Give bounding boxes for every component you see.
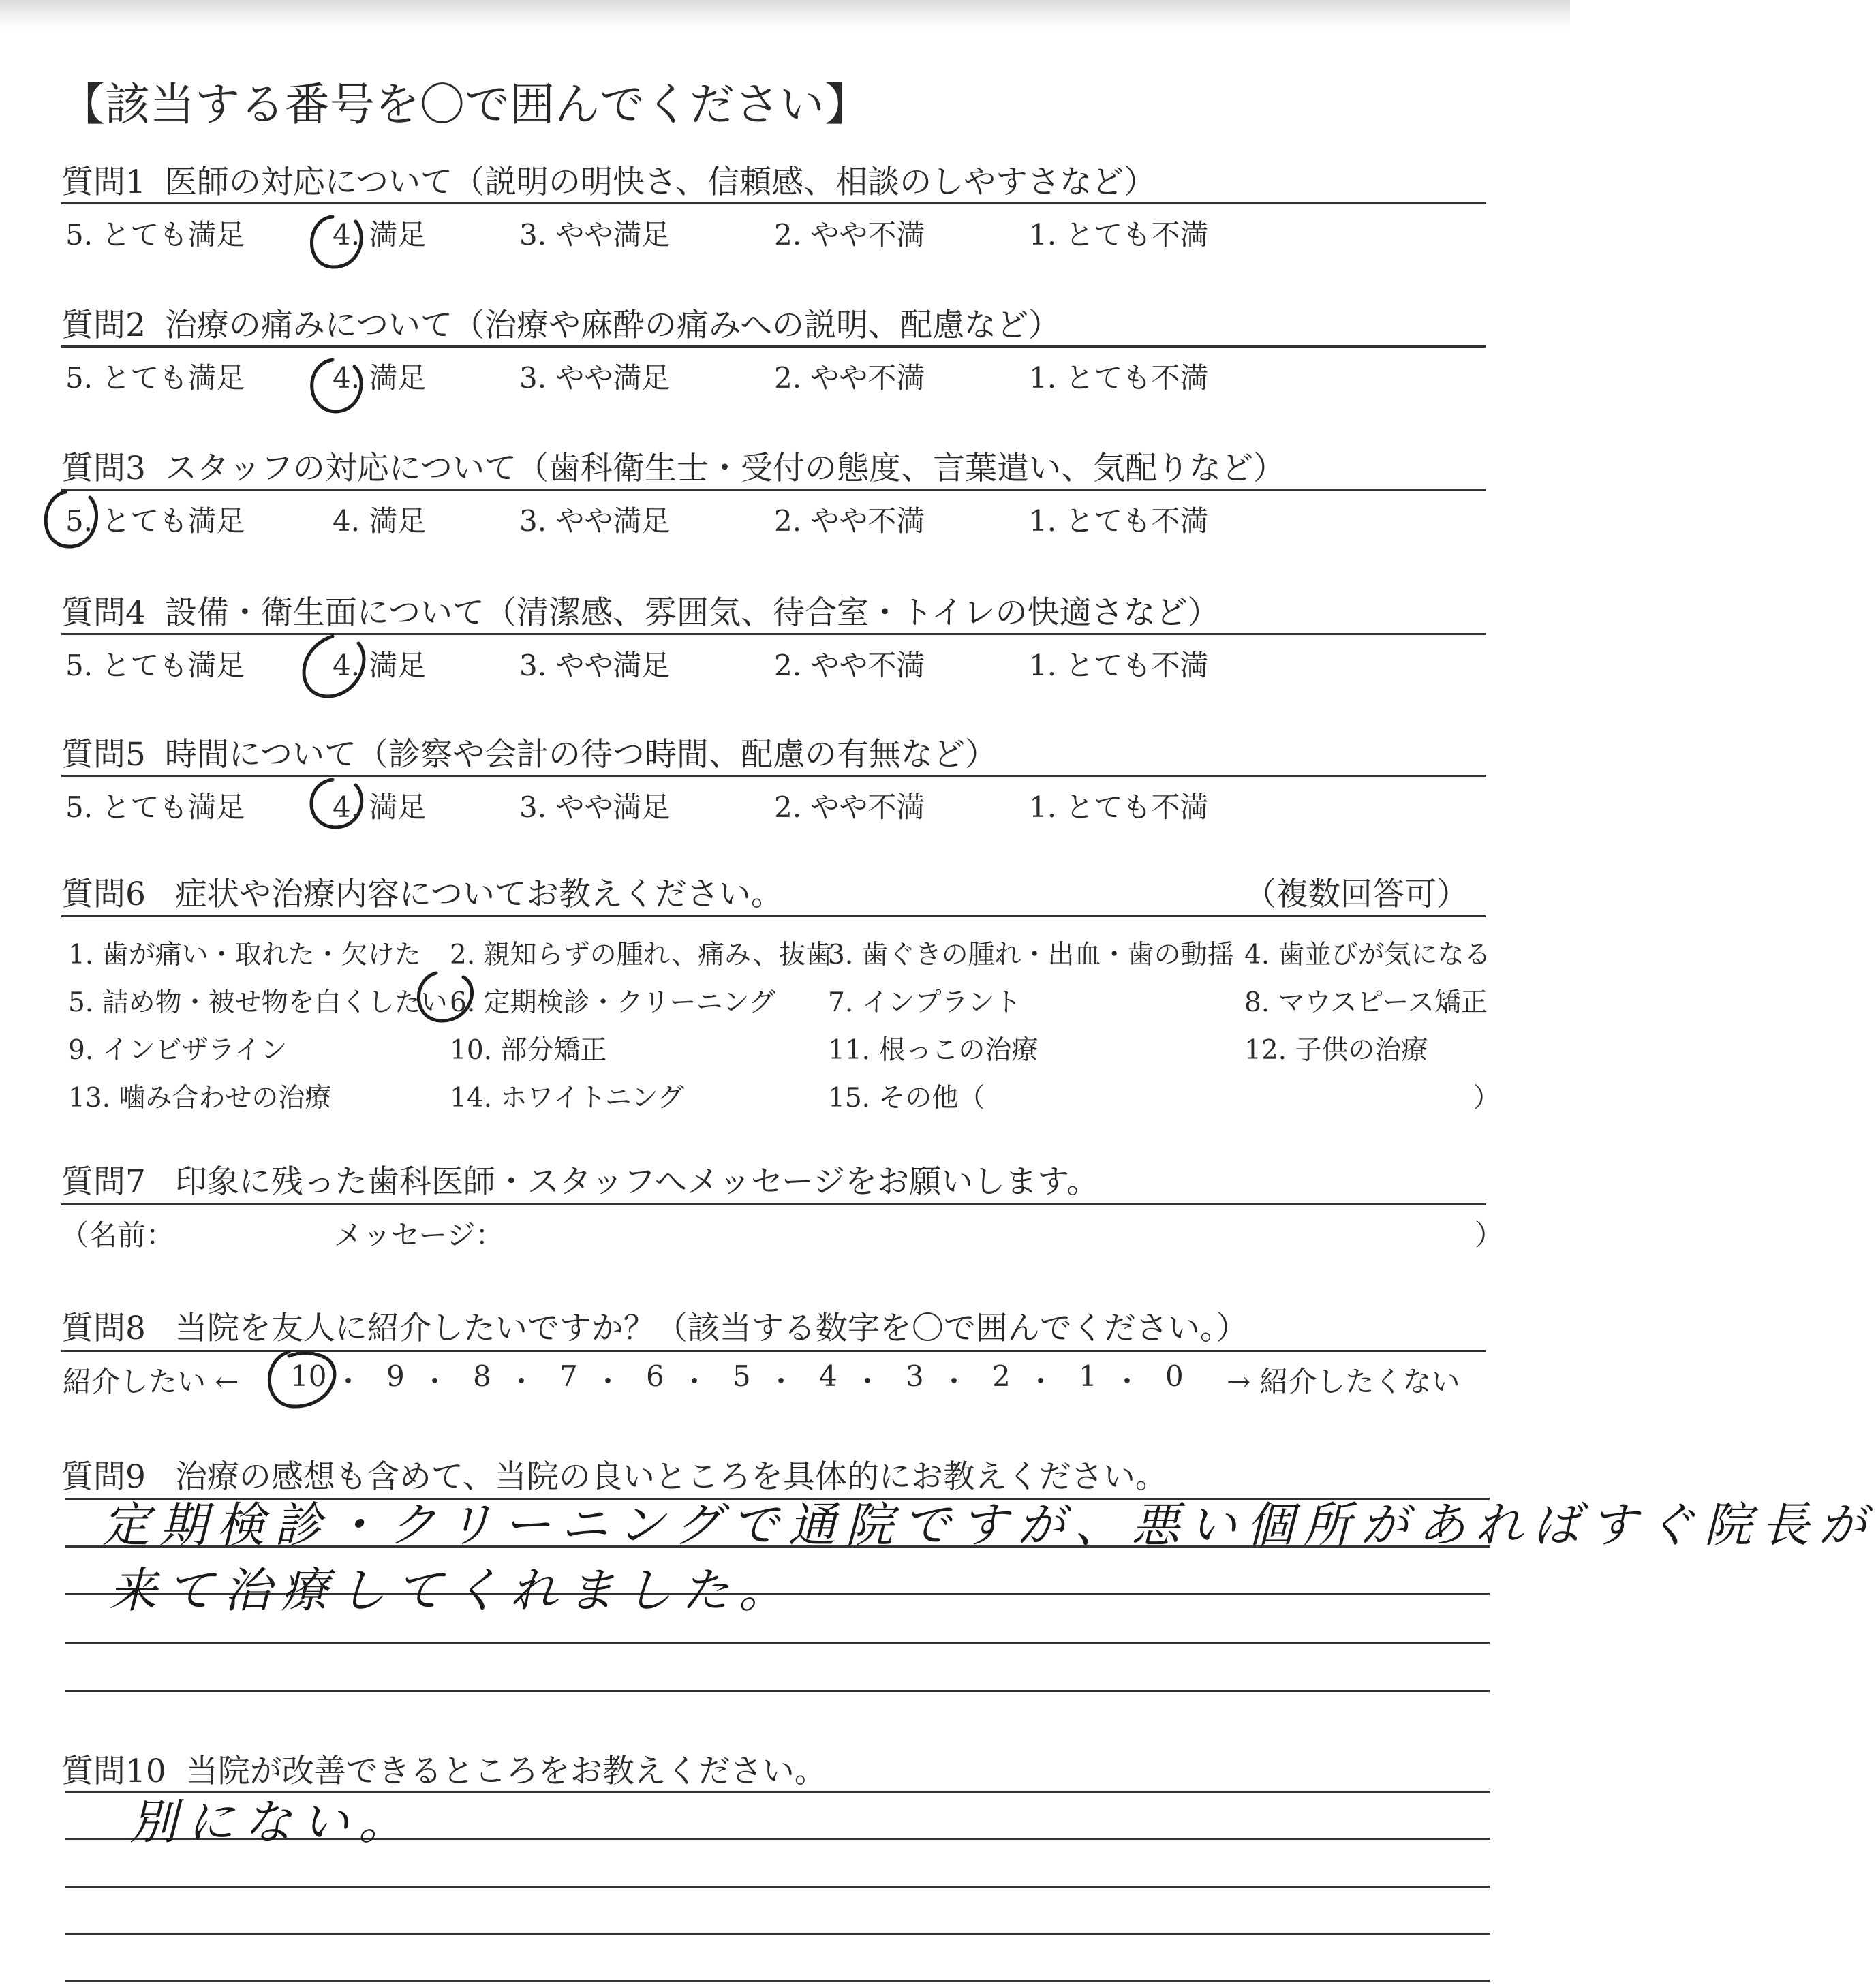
q9-text: 治療の感想も含めて、当院の良いところを具体的にお教えください。: [174, 1458, 1167, 1496]
q1-text: 医師の対応について（説明の明快さ、信頼感、相談のしやすさなど）: [164, 164, 1156, 201]
q8-scale-separator: ・: [334, 1365, 363, 1398]
q7-close-paren: ）: [1475, 1218, 1504, 1252]
q6-option-14[interactable]: 14. ホワイトニング: [450, 1083, 684, 1113]
q1-option-4[interactable]: 4. 満足: [333, 218, 427, 251]
q5-option-1[interactable]: 1. とても不満: [1029, 790, 1209, 824]
q9-handwritten-line-2: 来て治療してくれました。: [109, 1563, 796, 1618]
q8-scale-9[interactable]: 9: [386, 1359, 405, 1393]
q10-text: 当院が改善できるところをお教えください。: [185, 1753, 827, 1790]
q8-scale-6[interactable]: 6: [646, 1359, 664, 1393]
q8-label: 質問8: [61, 1310, 146, 1347]
q6-option-15[interactable]: 15. その他（: [828, 1083, 985, 1113]
q6-rule: [61, 915, 1486, 917]
q10-label: 質問10: [61, 1753, 166, 1790]
q8-heading: [61, 1303, 1248, 1349]
q6-label: 質問6: [61, 876, 146, 913]
q8-scale-10[interactable]: 10: [290, 1359, 327, 1393]
q8-scale-8[interactable]: 8: [473, 1359, 491, 1393]
page-title: 【該当する番号を〇で囲んでください】: [60, 78, 870, 131]
q2-option-1[interactable]: 1. とても不満: [1029, 361, 1209, 395]
q8-scale-3[interactable]: 3: [906, 1359, 924, 1393]
q2-text: 治療の痛みについて（治療や麻酔の痛みへの説明、配慮など）: [164, 307, 1061, 344]
q6-option-7[interactable]: 7. インプラント: [828, 987, 1021, 1018]
q7-rule: [61, 1203, 1486, 1205]
q8-rule: [61, 1350, 1486, 1352]
q3-text: スタッフの対応について（歯科衛生士・受付の態度、言葉遣い、気配りなど）: [164, 450, 1285, 487]
q4-rule: [61, 633, 1486, 635]
q4-text: 設備・衛生面について（清潔感、雰囲気、待合室・トイレの快適さなど）: [164, 594, 1220, 632]
q7-message-label: メッセージ：: [334, 1218, 504, 1252]
q8-scale-1[interactable]: 1: [1079, 1359, 1097, 1393]
q6-note: （複数回答可）: [1244, 876, 1468, 913]
q6-option-10[interactable]: 10. 部分矯正: [450, 1035, 607, 1066]
q3-rule: [61, 489, 1486, 491]
q6-option-4[interactable]: 4. 歯並びが気になる: [1244, 940, 1491, 970]
q8-scale-0[interactable]: 0: [1165, 1359, 1184, 1393]
q8-scale-separator: ・: [940, 1365, 969, 1398]
q1-rule: [61, 202, 1486, 204]
q1-label: 質問1: [61, 164, 146, 201]
q2-rule: [61, 345, 1486, 348]
q2-option-3[interactable]: 3. やや満足: [519, 361, 671, 395]
q8-scale-separator: ・: [680, 1365, 709, 1398]
q8-scale-separator: ・: [594, 1365, 623, 1398]
q1-option-3[interactable]: 3. やや満足: [519, 218, 671, 251]
q1-option-2[interactable]: 2. やや不満: [774, 218, 925, 251]
q3-heading: [61, 443, 1285, 489]
q2-option-4[interactable]: 4. 満足: [333, 361, 427, 395]
q8-scale-separator: ・: [420, 1365, 450, 1398]
q2-option-5[interactable]: 5. とても満足: [65, 361, 245, 395]
q9-handwritten-line-1: 定期検診・クリーニングで通院ですが、悪い個所があればすぐ院長が: [102, 1497, 1876, 1553]
q4-label: 質問4: [61, 594, 146, 632]
q5-option-3[interactable]: 3. やや満足: [519, 790, 671, 824]
q5-rule: [61, 775, 1486, 777]
q1-option-1[interactable]: 1. とても不満: [1029, 218, 1209, 251]
q8-scale-separator: ・: [853, 1365, 882, 1398]
q3-option-3[interactable]: 3. やや満足: [519, 504, 671, 538]
q4-option-2[interactable]: 2. やや不満: [774, 649, 925, 682]
q1-option-5[interactable]: 5. とても満足: [65, 218, 245, 251]
q8-text: 当院を友人に紹介したいですか？（該当する数字を〇で囲んでください。）: [174, 1310, 1248, 1347]
q3-label: 質問3: [61, 450, 146, 487]
q10-answer-line: [65, 1886, 1490, 1888]
q3-option-4[interactable]: 4. 満足: [333, 504, 427, 538]
q8-scale-5[interactable]: 5: [733, 1359, 751, 1393]
q6-option-3[interactable]: 3. 歯ぐきの腫れ・出血・歯の動揺: [828, 940, 1234, 970]
q6-option-12[interactable]: 12. 子供の治療: [1244, 1035, 1428, 1066]
q4-option-5[interactable]: 5. とても満足: [65, 649, 245, 682]
q4-option-4[interactable]: 4. 満足: [333, 649, 427, 682]
q10-answer-line: [65, 1980, 1490, 1982]
q4-option-1[interactable]: 1. とても不満: [1029, 649, 1209, 682]
q9-answer-line: [65, 1642, 1490, 1644]
q6-option-9[interactable]: 9. インビザライン: [68, 1035, 288, 1066]
q8-scale-separator: ・: [767, 1365, 796, 1398]
q2-heading: [61, 300, 1060, 345]
q8-scale-separator: ・: [1026, 1365, 1056, 1398]
q8-scale-separator: ・: [1113, 1365, 1142, 1398]
q6-option-13[interactable]: 13. 噛み合わせの治療: [68, 1083, 332, 1113]
q6-option-5[interactable]: 5. 詰め物・被せ物を白くしたい: [68, 987, 448, 1018]
q6-text: 症状や治療内容についてお教えください。: [174, 876, 783, 913]
q5-label: 質問5: [61, 736, 146, 773]
q6-option-11[interactable]: 11. 根っこの治療: [828, 1035, 1039, 1066]
q5-text: 時間について（診察や会計の待つ時間、配慮の有無など）: [164, 736, 997, 773]
q3-option-2[interactable]: 2. やや不満: [774, 504, 925, 538]
q8-scale-7[interactable]: 7: [559, 1359, 578, 1393]
q7-name-label: （名前：: [60, 1218, 175, 1252]
q4-heading: [61, 587, 1220, 633]
q6-close-paren: ）: [1473, 1083, 1501, 1113]
q6-option-6[interactable]: 6. 定期検診・クリーニング: [450, 987, 775, 1018]
q7-heading: [61, 1156, 1098, 1202]
q6-option-1[interactable]: 1. 歯が痛い・取れた・欠けた: [68, 940, 421, 970]
q8-scale-separator: ・: [507, 1365, 536, 1398]
q6-heading: [61, 869, 783, 914]
q5-option-5[interactable]: 5. とても満足: [65, 790, 245, 824]
q9-label: 質問9: [61, 1458, 146, 1496]
q6-option-8[interactable]: 8. マウスピース矯正: [1244, 987, 1488, 1018]
q5-heading: [61, 729, 997, 775]
scan-top-edge: [0, 0, 1570, 29]
q1-heading: [61, 157, 1156, 202]
q7-label: 質問7: [61, 1163, 146, 1201]
q8-left-label: 紹介したい ←: [63, 1365, 239, 1398]
q3-option-1[interactable]: 1. とても不満: [1029, 504, 1209, 538]
q2-label: 質問2: [61, 307, 146, 344]
q10-handwritten-line-1: 別にない。: [129, 1794, 416, 1850]
q3-option-5[interactable]: 5. とても満足: [65, 504, 245, 538]
q7-text: 印象に残った歯科医師・スタッフへメッセージをお願いします。: [174, 1163, 1099, 1201]
q2-option-2[interactable]: 2. やや不満: [774, 361, 925, 395]
q4-option-3[interactable]: 3. やや満足: [519, 649, 671, 682]
q9-answer-line: [65, 1690, 1490, 1692]
q8-scale-4[interactable]: 4: [819, 1359, 837, 1393]
q5-option-4[interactable]: 4. 満足: [333, 790, 427, 824]
q5-option-2[interactable]: 2. やや不満: [774, 790, 925, 824]
q6-option-2[interactable]: 2. 親知らずの腫れ、痛み、抜歯: [450, 940, 833, 970]
q10-answer-line: [65, 1933, 1490, 1935]
q8-scale-2[interactable]: 2: [992, 1359, 1011, 1393]
q8-right-label: → 紹介したくない: [1227, 1365, 1460, 1398]
